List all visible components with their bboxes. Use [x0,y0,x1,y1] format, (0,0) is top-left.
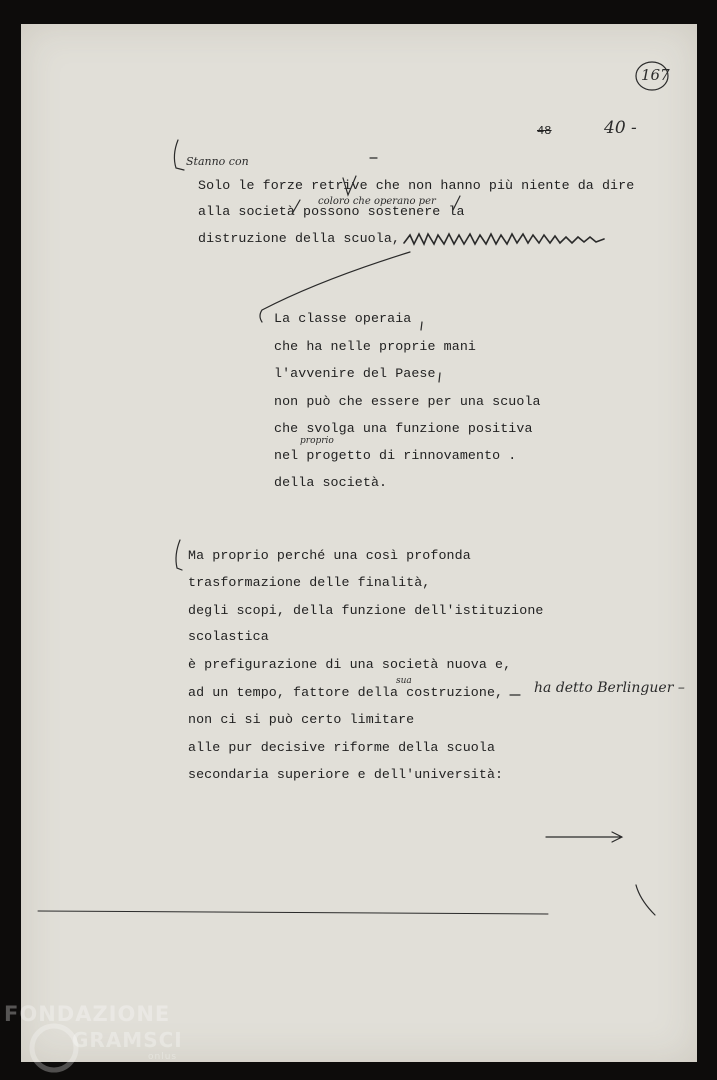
para3-line-6: ad un tempo, fattore della costruzione, [188,685,504,700]
para3-line-5: è prefigurazione di una società nuova e, [188,657,512,672]
watermark-line-3: onlus [148,1052,178,1062]
insert-left-note: Stanno con [186,155,249,168]
para3-line-3: degli scopi, della funzione dell'istituzione [188,603,544,618]
para1-line-3: distruzione della scuola, [198,231,400,246]
insert-sua-note: sua [396,676,412,686]
para3-line-7: non ci si può certo limitare [188,712,415,727]
page-ref-struck: 48 [537,124,552,138]
watermark-g-icon [32,1026,76,1070]
para3-line-9: secondaria superiore e dell'università: [188,767,504,782]
para3-line-1: Ma proprio perché una così profonda [188,548,471,563]
para1-line-2: alla società possono sostenere la [198,204,465,219]
page-ref-handwritten: 40 - [604,118,637,138]
insert-proprio-note: proprio [300,436,334,446]
para2-line-1: La classe operaia [274,311,412,326]
insert-above-note: coloro che operano per [318,196,436,207]
para1-line-1: Solo le forze retrive che non hanno più niente da dire [198,178,635,193]
watermark-line-1: FONDAZIONE [4,1002,171,1026]
page-number-circled: 167 [641,66,670,84]
para2-line-6: nel progetto di rinnovamento . [274,448,517,463]
para3-line-4: scolastica [188,629,269,644]
para2-line-2: che ha nelle proprie mani [274,339,476,354]
watermark-line-2: GRAMSCI [72,1028,183,1052]
para3-line-8: alle pur decisive riforme della scuola [188,740,496,755]
para2-line-7: della società. [274,475,388,490]
para2-line-3: l'avvenire del Paese [274,366,436,381]
para2-line-5: che svolga una funzione positiva [274,421,533,436]
para2-line-4: non può che essere per una scuola [274,394,541,409]
margin-note-berlinguer: ha detto Berlinguer – [534,680,685,696]
para3-line-2: trasformazione delle finalità, [188,575,431,590]
